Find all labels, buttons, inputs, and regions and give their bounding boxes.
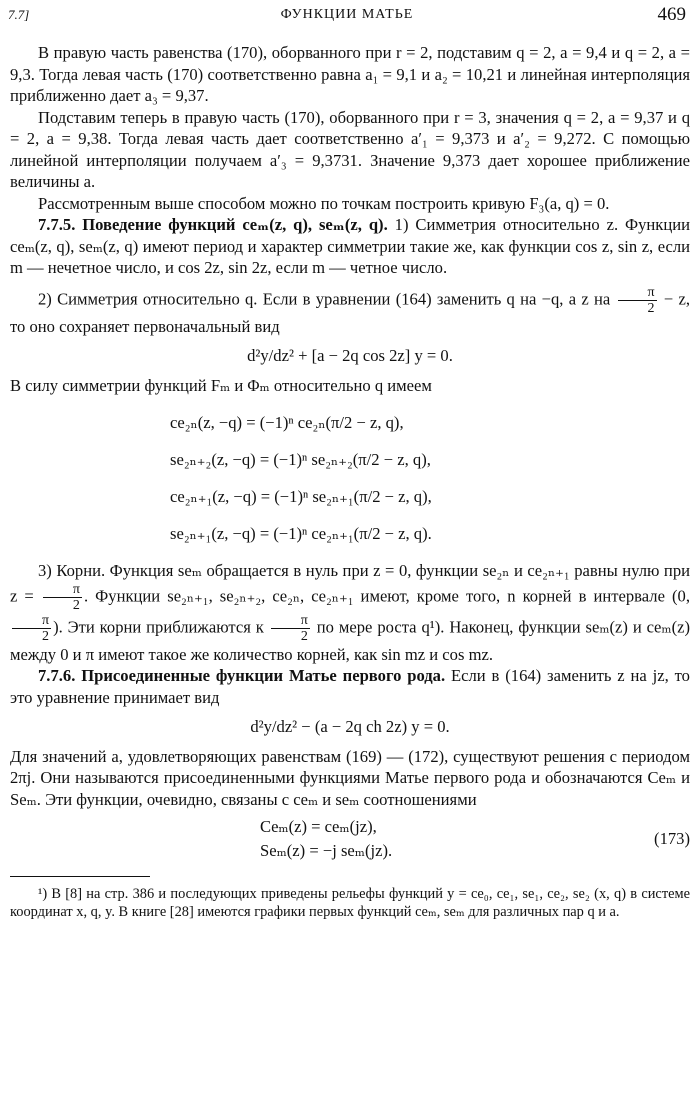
- paragraph-3: Рассмотренным выше способом можно по точкам построить кривую F₃(a, q) = 0.: [38, 193, 610, 213]
- symmetry-q-paragraph: [10, 285, 690, 338]
- roots-paragraph: [10, 560, 690, 665]
- equation-mathieu: d²y/dz² + [a − 2q cos 2z] y = 0.: [247, 346, 453, 365]
- section-7-7-6-text: Если в (164) заменить z на jz, то это уравнение принимает вид: [10, 666, 690, 707]
- paragraph-2: Подставим теперь в правую часть (170), оборванного при r = 3, значения q = 2, a = 9,37 и q = 2, a = 9,38. Тогда левая часть дает соответственно a′₁ = 9,373 и a′₂ = 9,272. С помощью линейной интерполяции получаем a′₃ = 9,3731. Значение 9,373 дает хорошее приближение величины a.: [10, 107, 690, 191]
- section-7-7-6-heading: 7.7.6. Присоединенные функции Матье первого рода.: [38, 666, 446, 685]
- roots-text-a: 3) Корни. Функция seₘ обращается в нуль при z = 0, функции se₂ₙ и ce₂ₙ₊₁ равны нулю при z =: [10, 561, 690, 605]
- symmetry-equation-1: ce₂ₙ(z, −q) = (−1)ⁿ ce₂ₙ(π/2 − z, q),: [170, 413, 404, 432]
- fraction-pi-over-2: $\frac{\pi}{2}$: [618, 285, 657, 316]
- footnote: ¹) В [8] на стр. 386 и последующих приведены рельефы функций y = ce₀, ce₁, se₁, ce₂, se₂ (x, q) в системе координат x, q, y. В книге [28] имеются графики первых функций ceₘ, seₘ для различных пар q и a.: [10, 886, 690, 920]
- section-7-7-5-heading: 7.7.5. Поведение функций ceₘ(z, q), seₘ(z, q).: [38, 215, 388, 234]
- fraction-pi-over-2: $\frac{\pi}{2}$: [43, 582, 82, 613]
- section-7-7-5-text: 1) Симметрия относительно z. Функции ceₘ(z, q), seₘ(z, q) имеют период и характер симметрии такие же, как функции cos z, sin z, если m — нечетное число, и cos 2z, sin 2z, если m — четное число.: [10, 215, 691, 277]
- symmetry-q-text-a: 2) Симметрия относительно q. Если в уравнении (164) заменить q на −q, а z на: [38, 288, 611, 308]
- footnote-rule: [10, 876, 150, 877]
- page-body: [10, 42, 690, 921]
- roots-text-b: . Функции se₂ₙ₊₁, se₂ₙ₊₂, ce₂ₙ, ce₂ₙ₊₁ имеют, кроме того, n корней в интервале (0,: [83, 585, 690, 605]
- fraction-pi-over-2: $\frac{\pi}{2}$: [12, 613, 51, 644]
- section-7-7-6: [10, 665, 690, 708]
- header-section: 7.7]: [8, 7, 30, 22]
- paragraph-1: В правую часть равенства (170), оборванного при r = 2, подставим q = 2, a = 9,4 и q = 2, a = 9,3. Тогда левая часть (170) соответственно равна a₁ = 9,1 и a₂ = 10,21 и линейная интерполяция приближенно дает a₃ = 9,37.: [10, 43, 690, 105]
- relation-ce: Ceₘ(z) = ceₘ(jz),: [260, 817, 377, 836]
- symmetry-equation-2: se₂ₙ₊₂(z, −q) = (−1)ⁿ se₂ₙ₊₂(π/2 − z, q),: [170, 450, 431, 469]
- equation-modified-mathieu: d²y/dz² − (a − 2q ch 2z) y = 0.: [250, 717, 450, 736]
- roots-text-c: ). Эти корни приближаются к: [53, 616, 264, 636]
- relation-se: Seₘ(z) = −j seₘ(jz).: [260, 841, 393, 860]
- values-paragraph: Для значений a, удовлетворяющих равенствам (169) — (172), существуют решения с периодом 2πj. Они называются присоединенными функциями Матье первого рода и обозначаются Ceₘ и Seₘ. Эти функции, очевидно, связаны с ceₘ и seₘ соотношениями: [10, 746, 690, 809]
- symmetry-equations: [10, 404, 690, 552]
- symmetry-equation-3: ce₂ₙ₊₁(z, −q) = (−1)ⁿ se₂ₙ₊₁(π/2 − z, q),: [170, 487, 432, 506]
- page-number: 469: [657, 4, 686, 25]
- symmetry-equation-4: se₂ₙ₊₁(z, −q) = (−1)ⁿ ce₂ₙ₊₁(π/2 − z, q).: [170, 524, 432, 543]
- relations-block: [10, 816, 690, 864]
- equation-number-173: (173): [654, 829, 690, 848]
- symmetry-q-text-b: − z, то оно сохраняет первоначальный вид: [10, 288, 690, 336]
- header-title: ФУНКЦИИ МАТЬЕ: [280, 7, 414, 22]
- section-7-7-5: [10, 214, 690, 279]
- running-header: [8, 4, 686, 28]
- fraction-pi-over-2: $\frac{\pi}{2}$: [271, 613, 310, 644]
- roots-text-d: по мере роста q¹). Наконец, функции seₘ(z) и ceₘ(z) между 0 и π имеют такое же количество корней, как sin mz и cos mz.: [10, 616, 690, 664]
- symmetry-intro: В силу симметрии функций Fₘ и Φₘ относительно q имеем: [10, 375, 432, 395]
